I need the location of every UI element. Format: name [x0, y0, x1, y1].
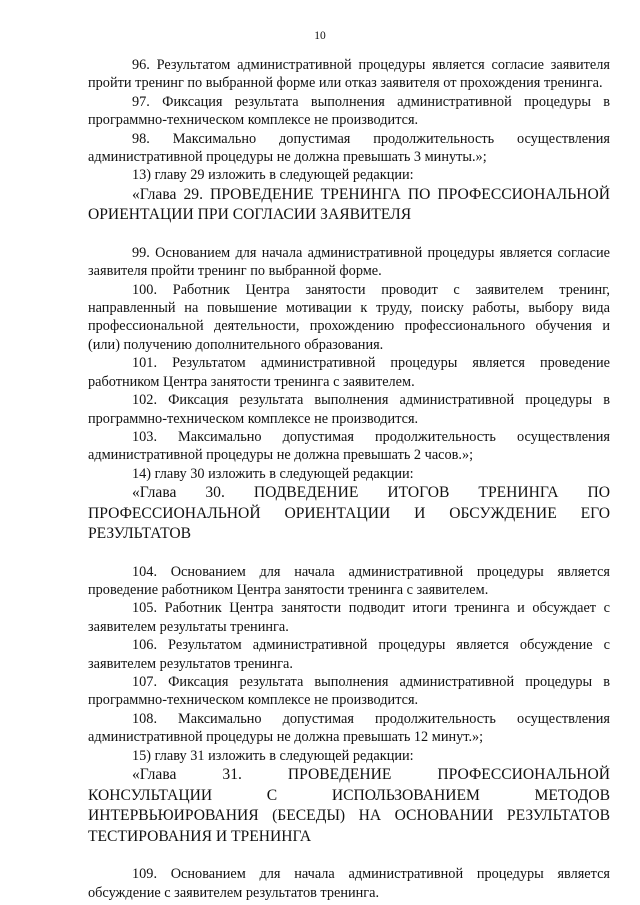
paragraph-104: 104. Основанием для начала административной процедуры является проведение работником Центра занятости тренинга с заявителем.: [88, 563, 610, 599]
section-gap: [88, 847, 610, 865]
amendment-15: 15) главу 31 изложить в следующей редакции:: [132, 747, 414, 764]
paragraph-97: 97. Фиксация результата выполнения административной процедуры в программно-техническом комплексе не производится.: [88, 93, 610, 129]
paragraph-103: 103. Максимально допустимая продолжительность осуществления административной процедуры не должна превышать 2 часов.»;: [88, 428, 610, 464]
paragraph-108: 108. Максимально допустимая продолжительность осуществления административной процедуры не должна превышать 12 минут.»;: [88, 710, 610, 746]
paragraph-101: 101. Результатом административной процедуры является проведение работником Центра занятости тренинга с заявителем.: [88, 355, 610, 390]
paragraph-106: 106. Результатом административной процедуры является обсуждение с заявителем результатов тренинга.: [88, 637, 610, 672]
paragraph-109: 109. Основанием для начала административной процедуры является обсуждение с заявителем результатов тренинга.: [88, 866, 610, 901]
paragraph-102: 102. Фиксация результата выполнения административной процедуры в программно-техническом комплексе не производится.: [88, 392, 610, 427]
amendment-13: 13) главу 29 изложить в следующей редакции:: [132, 167, 414, 184]
paragraph-105: 105. Работник Центра занятости подводит итоги тренинга и обсуждает с заявителем результаты тренинга.: [88, 600, 610, 635]
chapter-29-heading: «Глава 29. ПРОВЕДЕНИЕ ТРЕНИНГА ПО ПРОФЕССИОНАЛЬНОЙ ОРИЕНТАЦИИ ПРИ СОГЛАСИИ ЗАЯВИТЕЛЯ: [88, 185, 610, 224]
paragraph-107: 107. Фиксация результата выполнения административной процедуры в программно-техническом комплексе не производится.: [88, 674, 610, 709]
paragraph-100: 100. Работник Центра занятости проводит с заявителем тренинг, направленный на повышение мотивации к труду, поиску работы, выбору вида профессиональной деятельности, прохождению профессионального обучения и (или) получению дополнительного образования.: [88, 281, 610, 353]
section-gap: [88, 545, 610, 563]
chapter-31-heading: «Глава 31. ПРОВЕДЕНИЕ ПРОФЕССИОНАЛЬНОЙ КОНСУЛЬТАЦИИ С ИСПОЛЬЗОВАНИЕМ МЕТОДОВ ИНТЕРВЬЮИРОВАНИЯ (БЕСЕДЫ) НА ОСНОВАНИИ РЕЗУЛЬТАТОВ ТЕСТИРОВАНИЯ И ТРЕНИНГА: [88, 766, 610, 845]
paragraph-99: 99. Основанием для начала административной процедуры является согласие заявителя пройти тренинг по выбранной форме.: [88, 244, 610, 280]
document-body: [88, 56, 610, 902]
chapter-30-heading: «Глава 30. ПОДВЕДЕНИЕ ИТОГОВ ТРЕНИНГА ПО ПРОФЕССИОНАЛЬНОЙ ОРИЕНТАЦИИ И ОБСУЖДЕНИЕ ЕГО РЕЗУЛЬТАТОВ: [88, 484, 610, 543]
paragraph-98: 98. Максимально допустимая продолжительность осуществления административной процедуры не должна превышать 3 минуты.»;: [88, 130, 610, 166]
section-gap: [88, 226, 610, 244]
paragraph-96: 96. Результатом административной процедуры является согласие заявителя пройти тренинг по выбранной форме или отказ заявителя от прохождения тренинга.: [88, 57, 610, 92]
amendment-14: 14) главу 30 изложить в следующей редакции:: [132, 465, 414, 482]
page-number: 10: [314, 30, 326, 42]
